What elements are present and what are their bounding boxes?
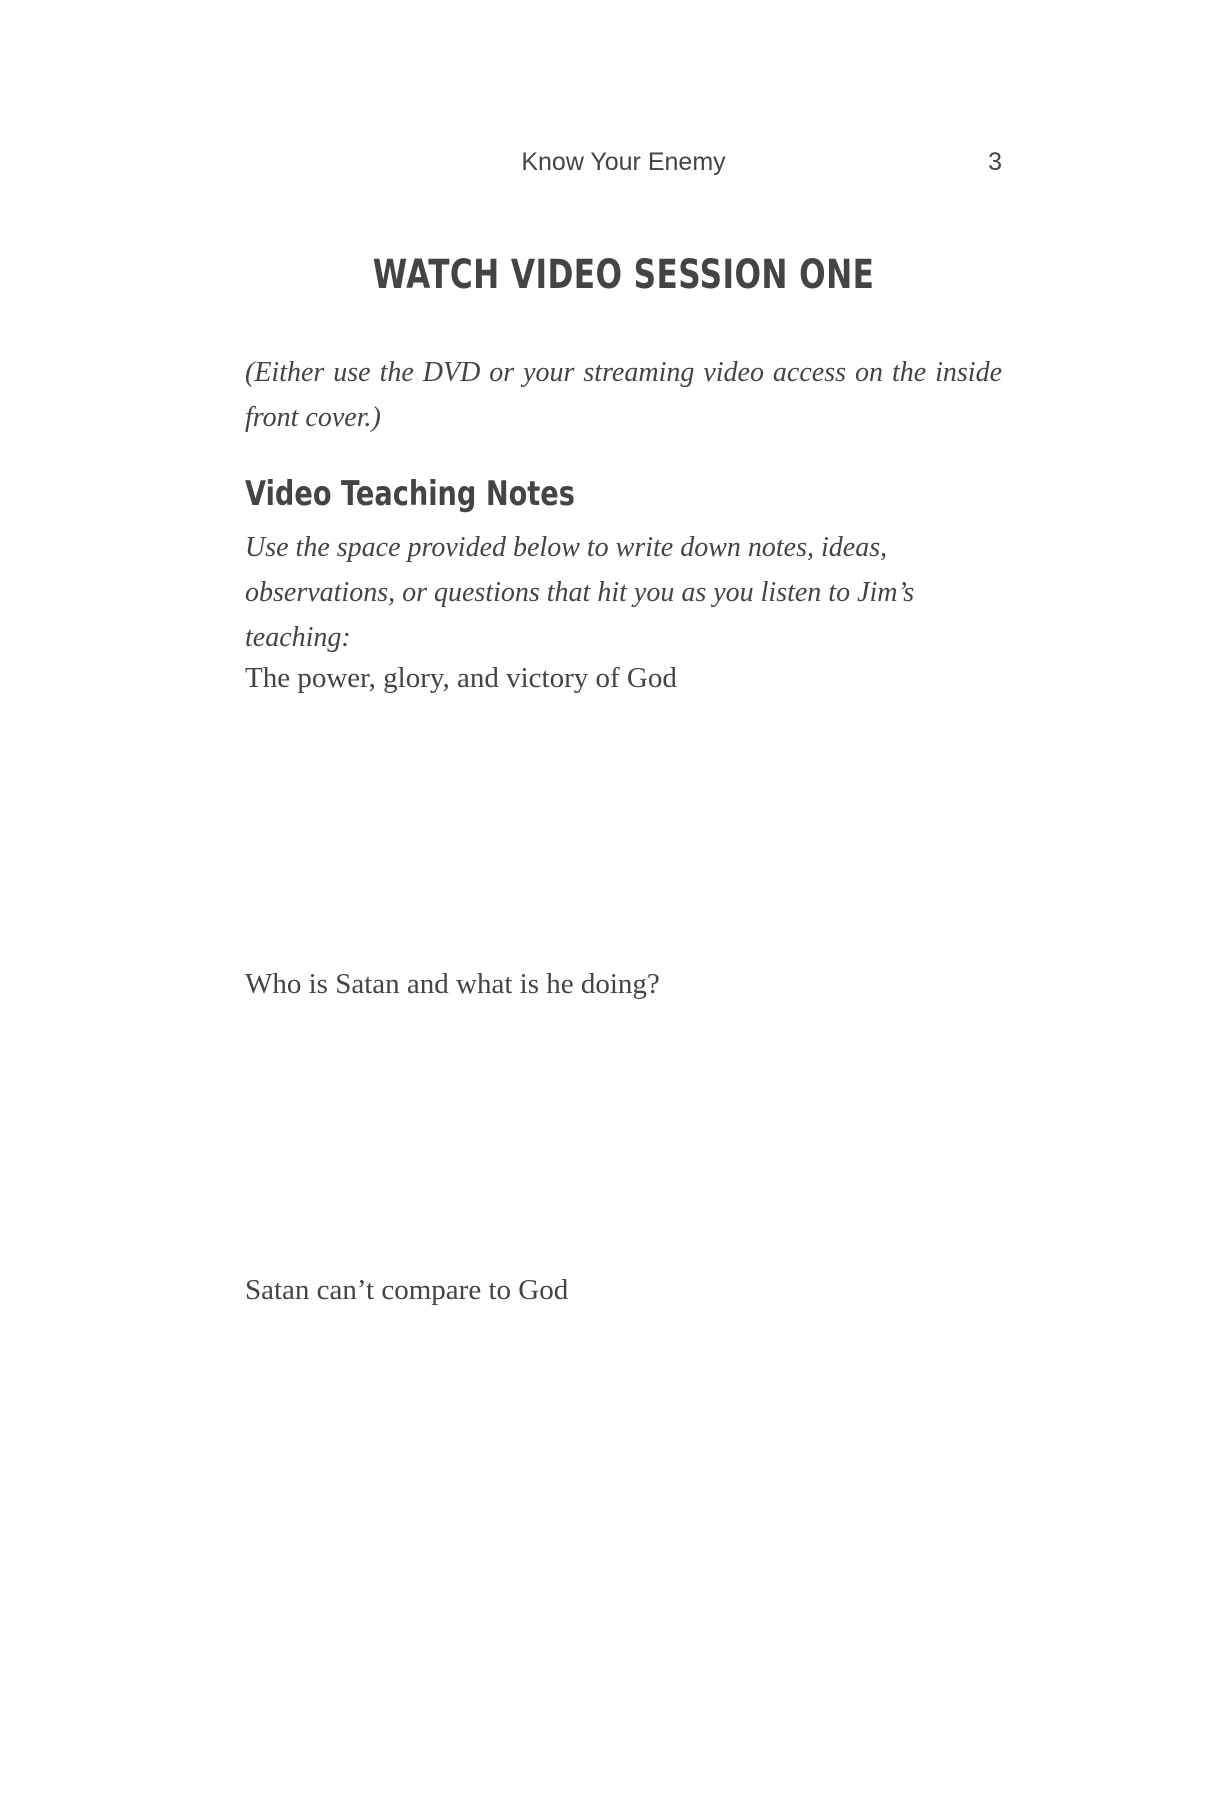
intro-note: (Either use the DVD or your streaming video access on the inside front cover.) xyxy=(245,357,1002,433)
note-prompt: Who is Satan and what is he doing? xyxy=(245,968,660,1000)
section-heading: WATCH VIDEO SESSION ONE xyxy=(372,252,875,298)
note-prompt: The power, glory, and victory of God xyxy=(245,662,677,694)
page-number: 3 xyxy=(988,148,1002,176)
running-header xyxy=(245,148,1002,184)
notes-heading: Video Teaching Notes xyxy=(245,474,575,514)
notes-instruction: Use the space provided below to write down notes, ideas, observations, or questions that hit you as you listen to Jim’s teaching: xyxy=(245,532,915,653)
running-title: Know Your Enemy xyxy=(521,148,726,176)
note-prompt: Satan can’t compare to God xyxy=(245,1274,569,1306)
